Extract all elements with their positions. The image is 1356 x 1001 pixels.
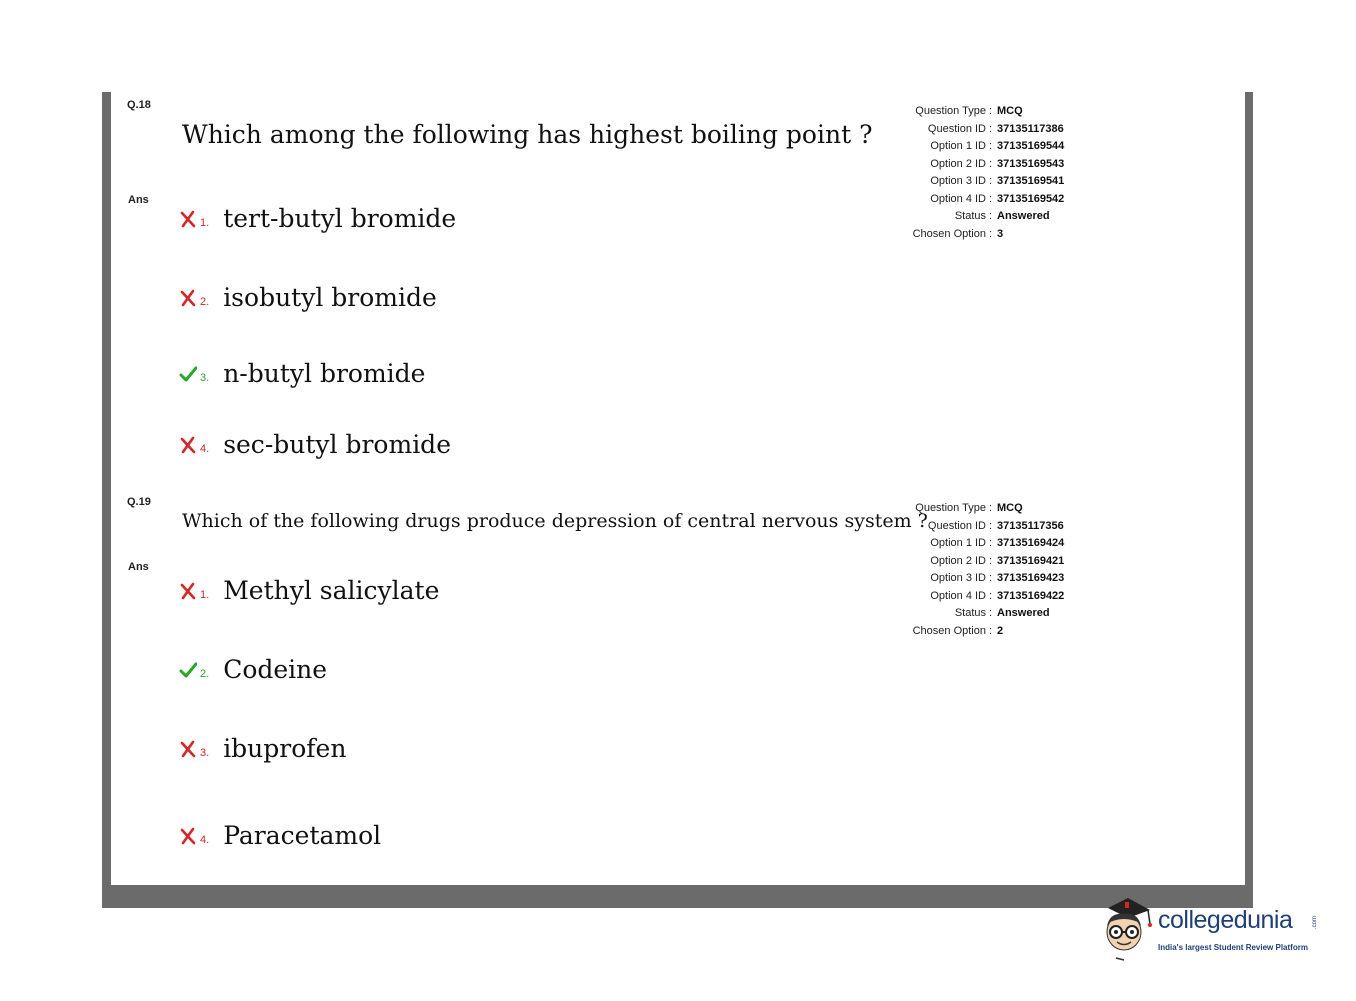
cross-icon (179, 827, 197, 845)
meta-key: Option 1 ID (930, 140, 986, 152)
meta-value: 37135169541 (997, 175, 1065, 187)
question-number: Q.18 (127, 99, 151, 111)
meta-key: Question ID (927, 122, 986, 135)
meta-row: Option 3 ID : 37135169541 (900, 173, 1120, 191)
meta-row: Chosen Option : 3 (900, 226, 1120, 244)
check-icon (179, 365, 197, 383)
meta-value: Answered (997, 210, 1050, 222)
cross-icon (179, 289, 197, 307)
meta-value: MCQ (997, 105, 1023, 117)
meta-value: 37135169423 (997, 572, 1065, 584)
meta-key: Option 3 ID (930, 175, 986, 187)
option-text: n-butyl bromide (223, 359, 426, 388)
cross-icon (179, 582, 197, 600)
meta-key: Question ID (927, 519, 986, 532)
meta-key: Option 3 ID (930, 572, 986, 584)
option-row (179, 359, 425, 388)
option-row (179, 576, 439, 605)
option-text: isobutyl bromide (223, 283, 437, 312)
meta-value: 2 (997, 624, 1004, 637)
option-row (179, 204, 456, 233)
meta-row: Question ID : 37135117386 (900, 121, 1120, 139)
option-text: ibuprofen (223, 734, 347, 763)
answer-label: Ans (128, 194, 149, 206)
meta-key: Chosen Option (912, 624, 986, 637)
meta-value: 37135169542 (997, 192, 1065, 205)
question-text: Which among the following has highest boiling point ? (182, 120, 873, 149)
meta-key: Option 4 ID (930, 192, 986, 205)
meta-row: Question Type : MCQ (900, 500, 1120, 518)
collegedunia-logo[interactable] (1098, 894, 1328, 964)
answer-label: Ans (128, 561, 149, 573)
cross-icon (179, 436, 197, 454)
option-row (179, 430, 451, 459)
option-number: 4. (200, 833, 210, 846)
meta-row: Status : Answered (900, 605, 1120, 623)
logo-tagline: India's largest Student Review Platform (1158, 943, 1308, 952)
option-text: Paracetamol (223, 821, 382, 850)
option-number: 1. (200, 588, 210, 601)
meta-value: 3 (997, 227, 1004, 240)
meta-value: 37135169421 (997, 554, 1065, 567)
option-row (179, 655, 327, 684)
meta-row: Option 4 ID : 37135169542 (900, 191, 1120, 209)
meta-key: Question Type (915, 105, 986, 117)
cross-icon (179, 210, 197, 228)
meta-key: Option 1 ID (930, 537, 986, 549)
meta-row: Option 1 ID : 37135169544 (900, 138, 1120, 156)
option-number: 1. (200, 216, 210, 229)
question-metadata (900, 500, 1120, 640)
meta-value: 37135117386 (997, 122, 1064, 135)
option-row (179, 283, 437, 312)
option-text: Methyl salicylate (223, 576, 440, 605)
option-text: sec-butyl bromide (223, 430, 451, 459)
meta-value: 37135117356 (997, 519, 1064, 532)
meta-row: Question Type : MCQ (900, 103, 1120, 121)
check-icon (179, 661, 197, 679)
mascot-icon (1098, 894, 1156, 964)
question-number: Q.19 (127, 496, 151, 508)
meta-value: Answered (997, 607, 1050, 619)
meta-value: 37135169544 (997, 140, 1065, 152)
option-row (179, 821, 381, 850)
meta-value: MCQ (997, 502, 1023, 514)
meta-row: Chosen Option : 2 (900, 623, 1120, 641)
meta-row: Status : Answered (900, 208, 1120, 226)
option-number: 3. (200, 746, 210, 759)
meta-row: Option 2 ID : 37135169543 (900, 156, 1120, 174)
meta-value: 37135169424 (997, 537, 1065, 549)
logo-brand-text: collegedunia (1158, 906, 1293, 934)
meta-row: Option 3 ID : 37135169423 (900, 570, 1120, 588)
option-row (179, 734, 346, 763)
meta-key: Status (954, 210, 986, 222)
meta-key: Option 2 ID (930, 157, 986, 170)
meta-key: Option 2 ID (930, 554, 986, 567)
meta-key: Chosen Option (912, 227, 986, 240)
meta-row: Option 4 ID : 37135169422 (900, 588, 1120, 606)
meta-value: 37135169422 (997, 589, 1065, 602)
cross-icon (179, 740, 197, 758)
meta-row: Option 2 ID : 37135169421 (900, 553, 1120, 571)
meta-key: Option 4 ID (930, 589, 986, 602)
meta-row: Option 1 ID : 37135169424 (900, 535, 1120, 553)
option-number: 4. (200, 442, 210, 455)
question-metadata (900, 103, 1120, 243)
meta-key: Status (954, 607, 986, 619)
option-number: 2. (200, 295, 210, 308)
meta-value: 37135169543 (997, 157, 1065, 170)
meta-row: Question ID : 37135117356 (900, 518, 1120, 536)
option-text: Codeine (223, 655, 328, 684)
meta-key: Question Type (915, 502, 986, 514)
question-text: Which of the following drugs produce depression of central nervous system ? (182, 510, 928, 532)
option-number: 3. (200, 371, 210, 384)
option-number: 2. (200, 667, 210, 680)
logo-dotcom: .com (1312, 916, 1318, 930)
option-text: tert-butyl bromide (223, 204, 457, 233)
